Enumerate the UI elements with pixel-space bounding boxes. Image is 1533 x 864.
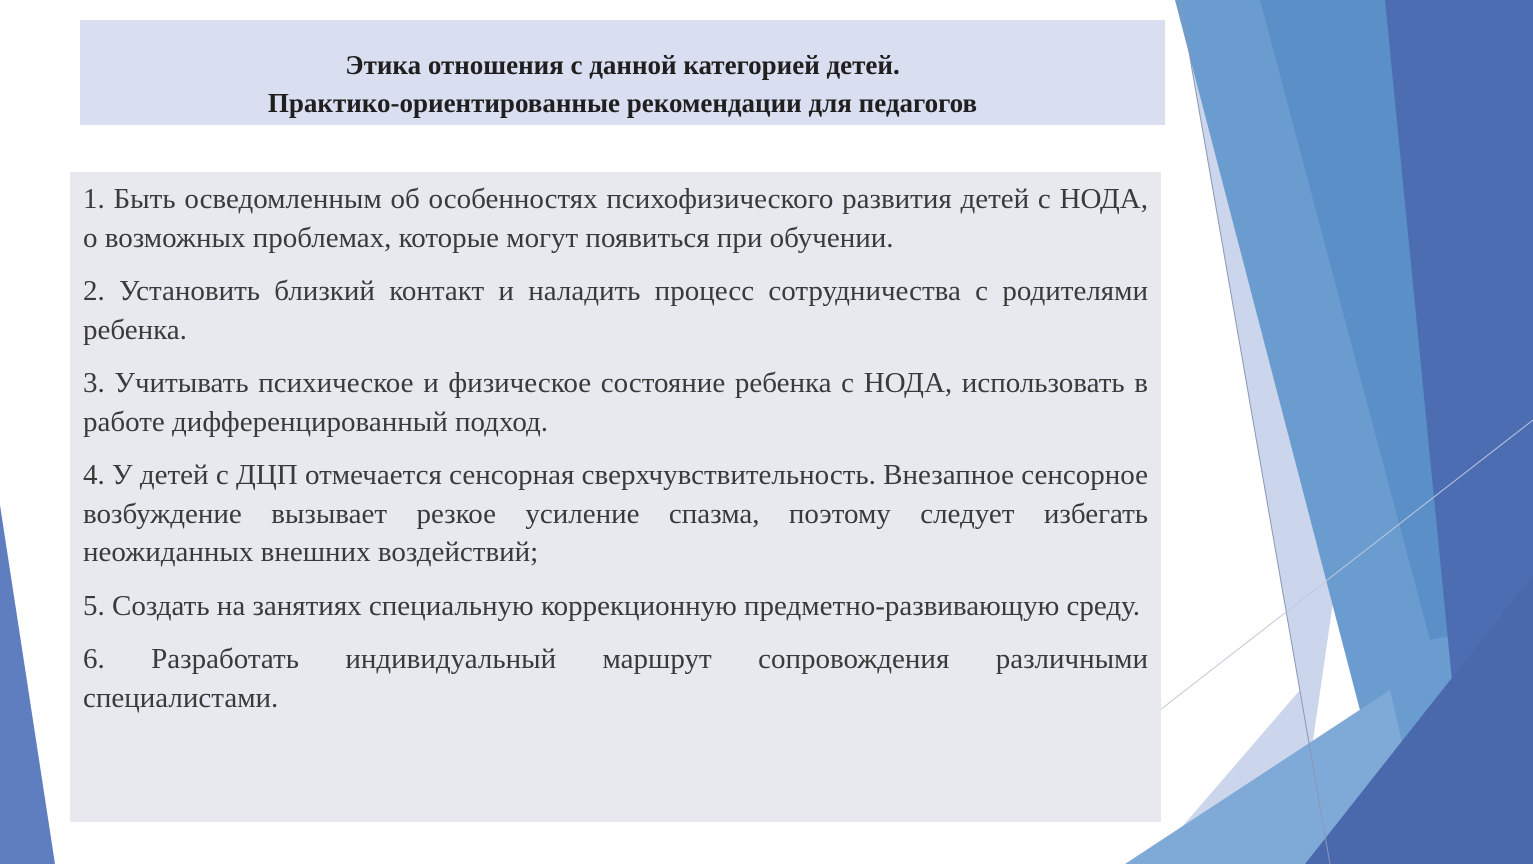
recommendations-list (70, 172, 1161, 822)
list-item: 3. Учитывать психическое и физическое состояние ребенка с НОДА, использовать в работе дифференцированный подход. (83, 367, 1148, 438)
list-item: 2. Установить близкий контакт и наладить процесс сотрудничества с родителями ребенка. (83, 275, 1148, 346)
slide-title (80, 20, 1165, 125)
list-item: 4. У детей с ДЦП отмечается сенсорная сверхчувствительность. Внезапное сенсорное возбуждение вызывает резкое усиление спазма, поэтому следует избегать неожиданных внешних воздействий; (83, 459, 1148, 568)
list-item: 1. Быть осведомленным об особенностях психофизического развития детей с НОДА, о возможных проблемах, которые могут появиться при обучении. (83, 183, 1148, 254)
left-edge-stripe (0, 505, 55, 864)
title-line-1: Этика отношения с данной категорией детей. (345, 50, 900, 80)
list-item: 5. Создать на занятиях специальную коррекционную предметно-развивающую среду. (83, 589, 1140, 622)
title-line-2: Практико-ориентированные рекомендации для педагогов (267, 88, 978, 118)
list-item: 6. Разработать индивидуальный маршрут сопровождения различными специалистами. (83, 643, 1148, 714)
